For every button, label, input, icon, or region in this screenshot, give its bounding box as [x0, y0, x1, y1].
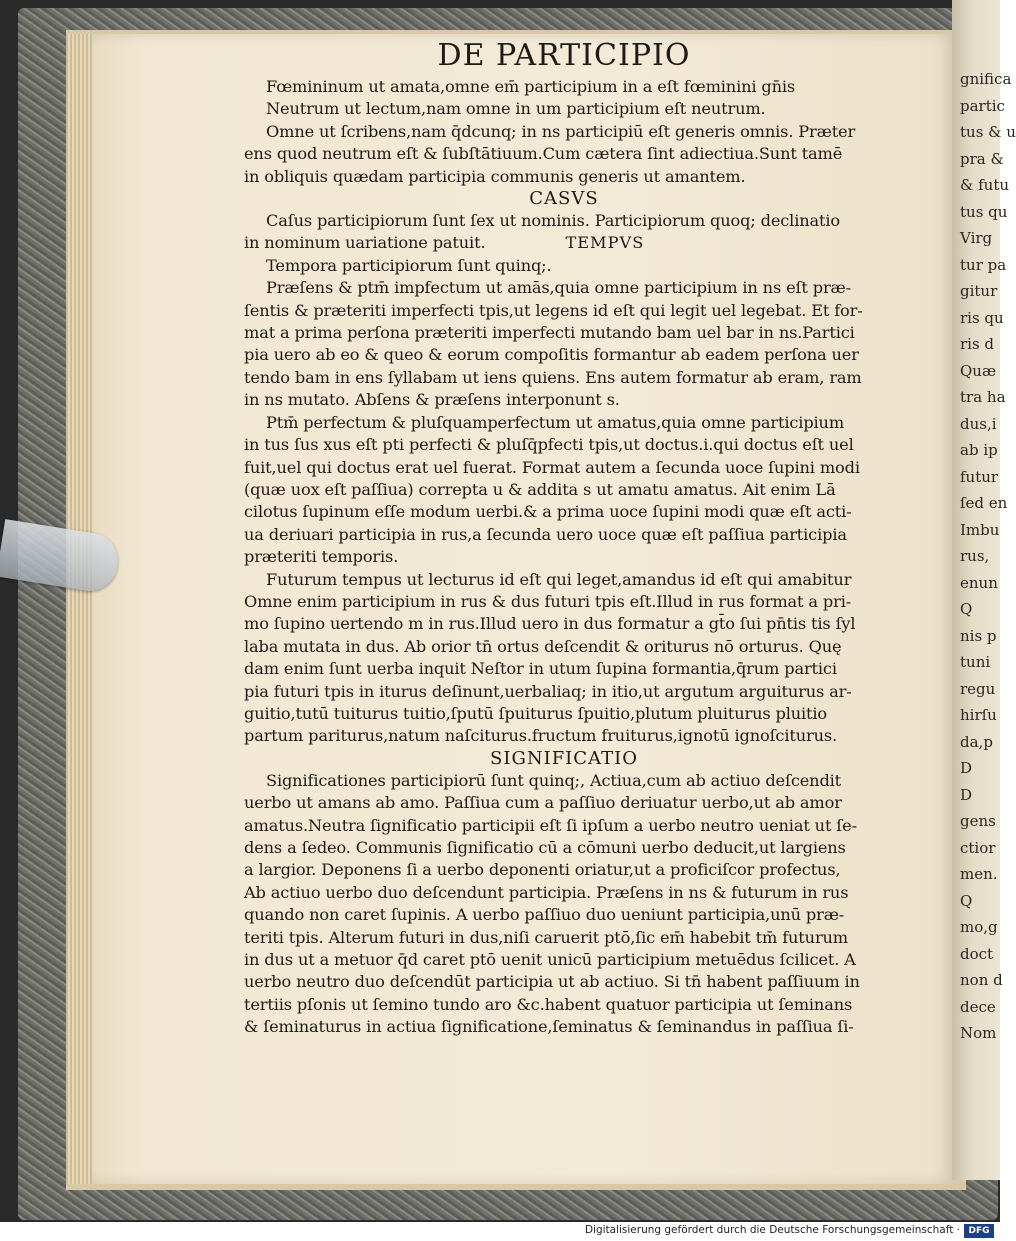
- section-heading: CASVS: [529, 188, 599, 210]
- footer-bar: [0, 1222, 1000, 1241]
- text-line: [244, 636, 884, 658]
- text-line: [244, 949, 884, 971]
- facing-page-fragment: non d: [960, 971, 1003, 989]
- text-line: [244, 389, 884, 411]
- text-line: [244, 613, 884, 635]
- line-text: a largior. Deponens ſi a uerbo deponenti oriatur,ut a proficiſcor profectus,: [244, 860, 841, 880]
- text-line: [244, 232, 884, 254]
- line-text: in ns mutato. Abſens & præſens interponunt s.: [244, 390, 620, 410]
- facing-page-fragment: doct: [960, 944, 994, 963]
- facing-page-fragment: mo,g: [960, 918, 998, 936]
- facing-page-fragment: regu: [960, 679, 996, 698]
- facing-page-fragment: ris qu: [960, 308, 1004, 327]
- text-line: [244, 904, 884, 926]
- text-line: [244, 98, 884, 120]
- facing-page-fragment: ris d: [960, 335, 995, 353]
- line-text: in obliquis quædam participia communis generis ut amantem.: [244, 166, 746, 186]
- text-line: [244, 479, 884, 501]
- text-line: [244, 546, 884, 568]
- facing-page: [952, 0, 1016, 1180]
- text-line: [244, 792, 884, 814]
- text-line: [244, 121, 884, 143]
- text-line: [244, 725, 884, 747]
- text-line: [244, 859, 884, 881]
- dfg-logo: DFG: [964, 1224, 994, 1238]
- line-text: Ab actiuo uerbo duo deſcendunt participia. Præſens in ns & futurum in rus: [244, 882, 849, 902]
- line-text: Præſens & ptm̄ impfectum ut amās,quia omne participium in ns eſt præ-: [266, 278, 851, 298]
- line-text: partum pariturus,natum naſciturus.fructum fruiturus,ignotū ignoſciturus.: [244, 726, 838, 746]
- text-line: [244, 569, 884, 591]
- facing-page-fragment: tuni: [960, 653, 991, 671]
- facing-page-fragment: partic: [960, 96, 1005, 115]
- facing-page-fragment: dus,i: [960, 414, 997, 433]
- line-text: laba mutata in dus. Ab orior tn̄ ortus deſcendit & oriturus nō orturus. Quę: [244, 636, 842, 656]
- text-line: [244, 166, 884, 188]
- text-line: [244, 457, 884, 479]
- text-line: [244, 882, 884, 904]
- facing-page-fragment: nis p: [960, 626, 997, 645]
- line-text: pia futuri tpis in iturus deſinunt,uerbaliaq; in itio,ut argutum arguiturus ar-: [244, 681, 852, 701]
- text-line: [244, 501, 884, 523]
- line-text: cilotus ſupinum eſſe modum uerbi.& a prima uoce ſupini modi quæ eſt acti-: [244, 502, 852, 522]
- facing-page-fragment: dece: [960, 997, 996, 1016]
- facing-page-fragment: tus qu: [960, 202, 1008, 221]
- facing-page-fragment: gitur: [960, 282, 998, 300]
- line-text: præteriti temporis.: [244, 547, 399, 567]
- facing-page-fragment: hirſu: [960, 706, 997, 724]
- line-text: (quæ uox eſt paſſiua) correpta u & addita s ut amatu amatus. Ait enim Lā: [244, 479, 836, 499]
- facing-page-fragment: & futu: [960, 176, 1010, 194]
- line-text: Significationes participiorū ſunt quinq;, Actiua,cum ab actiuo deſcendit: [266, 770, 842, 790]
- line-text: Omne ut ſcribens,nam q̄dcunq; in ns participiū eſt generis omnis. Præter: [266, 121, 856, 141]
- text-line: [244, 524, 884, 546]
- text-line: [244, 994, 884, 1016]
- line-text: teriti tpis. Alterum futuri in dus,niſi caruerit ptō,ſic em̄ habebit tm̄ futurum: [244, 927, 849, 947]
- page-stack-edge: [66, 34, 94, 1184]
- line-text: Omne enim participium in rus & dus futuri tpis eſt.Illud in rus format a pri-: [244, 591, 852, 611]
- page-text-block: [244, 40, 884, 1039]
- facing-page-fragment: Virg: [960, 229, 993, 247]
- facing-page-fragment: ſed en: [960, 494, 1008, 512]
- text-line: [244, 815, 884, 837]
- text-line: [244, 76, 884, 98]
- text-line: [244, 255, 884, 277]
- line-text: in nominum uariatione patuit.: [244, 233, 486, 253]
- text-line: [244, 1016, 884, 1038]
- facing-page-fragment: Q: [960, 600, 973, 618]
- text-line: [244, 971, 884, 993]
- text-line: [244, 322, 884, 344]
- facing-page-fragment: enun: [960, 573, 998, 592]
- text-line: [244, 927, 884, 949]
- facing-page-fragment: tur pa: [960, 255, 1007, 274]
- text-line: [244, 770, 884, 792]
- text-lines: [244, 76, 884, 1039]
- text-line: [244, 344, 884, 366]
- text-line: [244, 300, 884, 322]
- line-text: dam enim ſunt uerba inquit Neſtor in utum ſupina formantia,q̄rum partici: [244, 659, 837, 679]
- line-text: ens quod neutrum eſt & ſubſtātiuum.Cum cætera ſint adiectiua.Sunt tamē: [244, 144, 843, 164]
- facing-page-fragment: ctior: [960, 838, 996, 857]
- line-text: uerbo neutro duo deſcendūt participia ut ab actiuo. Si tn̄ habent paſſiuum in: [244, 972, 860, 992]
- text-line: [244, 143, 884, 165]
- line-text: amatus.Neutra ſignificatio participii eſt ſi ipſum a uerbo neutro ueniat ut ſe-: [244, 815, 857, 835]
- text-line: [244, 367, 884, 389]
- line-text: fuit,uel qui doctus erat uel fuerat. Format autem a ſecunda uoce ſupini modi: [244, 457, 860, 477]
- facing-page-fragment: da,p: [960, 732, 993, 751]
- text-line: [244, 591, 884, 613]
- facing-page-fragment: Nom: [960, 1024, 997, 1042]
- text-line: [244, 703, 884, 725]
- line-text: Neutrum ut lectum,nam omne in um participium eſt neutrum.: [266, 99, 766, 119]
- line-text: Futurum tempus ut lecturus id eſt qui leget,amandus id eſt qui amabitur: [266, 569, 852, 589]
- line-text: in dus ut a metuor q̄d caret ptō uenit unicū participium metuēdus ſcilicet. A: [244, 950, 856, 970]
- line-text: uerbo ut amans ab amo. Paſſiua cum a paſſiuo deriuatur uerbo,ut ab amor: [244, 793, 842, 813]
- facing-page-fragment: Q: [960, 891, 973, 910]
- section-heading: SIGNIFICATIO: [490, 747, 638, 769]
- line-text: tendo bam in ens ſyllabam ut iens quiens. Ens autem formatur ab eram, ram: [244, 367, 862, 387]
- facing-page-fragment: tus & u: [960, 123, 1016, 141]
- line-text: tertiis pſonis ut ſemino tundo aro &c.habent quatuor participia ut ſeminans: [244, 994, 853, 1014]
- text-line: [244, 837, 884, 859]
- facing-page-fragment: futur: [960, 467, 999, 486]
- line-text: mat a prima perſona præteriti imperfecti mutando bam uel bar in ns.Partici: [244, 323, 855, 343]
- line-text: mo ſupino uertendo m in rus.Illud uero in dus formatur a gt̄o ſui pn̄tis tis ſyl: [244, 614, 856, 634]
- section-heading: TEMPVS: [565, 233, 645, 253]
- text-line: [244, 412, 884, 434]
- text-line: [244, 277, 884, 299]
- line-text: ſentis & præteriti imperfecti tpis,ut legens id eſt qui legit uel legebat. Et for-: [244, 300, 863, 320]
- line-text: Caſus participiorum ſunt ſex ut nominis. Participiorum quoq; declinatio: [266, 211, 840, 231]
- line-text: pia uero ab eo & queo & eorum compoſitis formantur ab eadem perſona uer: [244, 345, 859, 365]
- facing-page-fragment: D: [960, 759, 973, 777]
- facing-page-fragment: rus,: [960, 547, 990, 565]
- footer-credit: Digitalisierung gefördert durch die Deutsche Forschungsgemeinschaft ·: [584, 1224, 960, 1236]
- line-text: dens a ſedeo. Communis ſignificatio cū a cōmuni uerbo deducit,ut largiens: [244, 838, 846, 857]
- text-line: [244, 658, 884, 680]
- line-text: ua deriuari participia in rus,a ſecunda uero uoce quæ eſt paſſiua participia: [244, 524, 847, 544]
- facing-page-fragment: Quæ: [960, 361, 997, 380]
- facing-page-fragment: gnifica: [960, 70, 1012, 88]
- text-line: [244, 210, 884, 232]
- line-text: Tempora participiorum ſunt quinq;.: [266, 255, 552, 275]
- line-text: guitio,tutū tuiturus tuitio,ſputū ſpuiturus ſpuitio,plutum pluiturus pluitio: [244, 703, 828, 723]
- line-text: & ſeminaturus in actiua ſignificatione,ſeminatus & ſeminandus in paſſiua ſi-: [244, 1017, 854, 1037]
- facing-page-fragment: Imbu: [960, 520, 1000, 539]
- line-text: quando non caret ſupinis. A uerbo paſſiuo duo ueniunt participia,unū præ-: [244, 905, 845, 925]
- text-line: [244, 434, 884, 456]
- line-text: Fœmininum ut amata,omne em̄ participium in a eſt fœminini gn̄is: [266, 77, 796, 96]
- text-line: [244, 681, 884, 703]
- facing-page-fragment: D: [960, 785, 973, 804]
- facing-page-fragment: gens: [960, 812, 996, 830]
- facing-page-fragment: men.: [960, 865, 998, 883]
- facing-page-fragment: ab ip: [960, 441, 998, 459]
- page-heading: DE PARTICIPIO: [437, 38, 691, 73]
- line-text: Ptm̄ perfectum & pluſquamperfectum ut amatus,quia omne participium: [266, 412, 845, 432]
- facing-page-fragment: pra &: [960, 149, 1004, 168]
- line-text: in tus ſus xus eſt pti perfecti & pluſq̄pfecti tpis,ut doctus.i.qui doctus eſt uel: [244, 435, 854, 455]
- facing-page-fragment: tra ha: [960, 388, 1006, 406]
